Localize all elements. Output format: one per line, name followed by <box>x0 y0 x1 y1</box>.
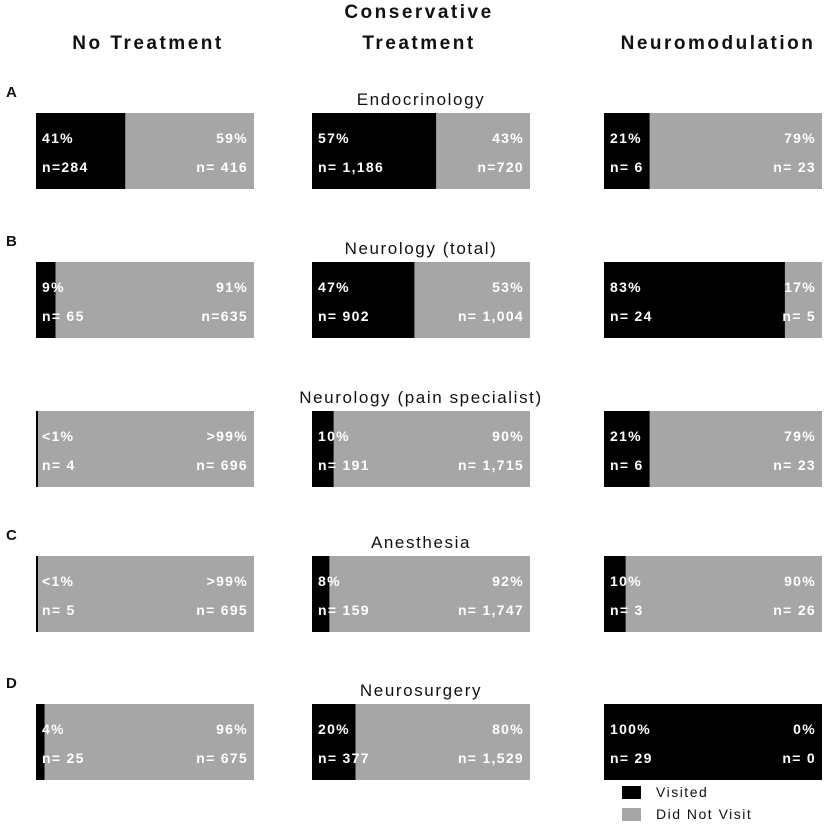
label-not-n-r0-c0: n= 416 <box>196 159 248 175</box>
label-visited-pct-r1-c2: 83% <box>610 279 642 295</box>
bar-not-visited-r0-c0 <box>125 113 254 189</box>
label-visited-pct-r4-c0: 4% <box>42 721 65 737</box>
label-not-n-r1-c2: n= 5 <box>782 308 816 324</box>
label-not-n-r2-c0: n= 696 <box>196 457 248 473</box>
bar-visited-r0-c1 <box>312 113 436 189</box>
label-visited-n-r4-c0: n= 25 <box>42 750 85 766</box>
legend-swatch-did_not_visit <box>622 808 641 821</box>
label-not-pct-r2-c0: >99% <box>206 428 248 444</box>
label-not-pct-r2-c1: 90% <box>492 428 524 444</box>
bar-not-visited-r2-c0 <box>38 411 254 487</box>
bar-visited-r2-c0 <box>36 411 38 487</box>
label-not-n-r1-c0: n=635 <box>201 308 248 324</box>
bar-visited-r3-c2 <box>604 556 626 632</box>
label-visited-pct-r3-c1: 8% <box>318 573 341 589</box>
label-not-pct-r4-c2: 0% <box>793 721 816 737</box>
label-visited-n-r2-c1: n= 191 <box>318 457 370 473</box>
label-not-pct-r1-c2: 17% <box>784 279 816 295</box>
label-not-n-r4-c2: n= 0 <box>782 750 816 766</box>
label-not-pct-r0-c2: 79% <box>784 130 816 146</box>
label-not-n-r0-c2: n= 23 <box>773 159 816 175</box>
panel-letter-b: B <box>6 233 17 250</box>
bar-not-visited-r0-c1 <box>436 113 530 189</box>
row-title-4: Neurosurgery <box>359 681 483 700</box>
label-visited-n-r1-c2: n= 24 <box>610 308 653 324</box>
column-header-0-line-0: No Treatment <box>72 33 224 54</box>
column-header-1-line-0: Conservative <box>344 2 494 23</box>
column-header-1-line-1: Treatment <box>362 33 476 54</box>
row-title-3: Anesthesia <box>370 533 472 552</box>
label-not-pct-r1-c1: 53% <box>492 279 524 295</box>
label-not-pct-r3-c0: >99% <box>206 573 248 589</box>
bar-visited-r4-c0 <box>36 704 45 780</box>
legend-swatch-visited <box>622 786 641 799</box>
bar-visited-r2-c2 <box>604 411 650 487</box>
panel-letter-c: C <box>6 527 17 544</box>
label-not-pct-r2-c2: 79% <box>784 428 816 444</box>
bar-visited-r0-c0 <box>36 113 125 189</box>
bar-visited-r4-c1 <box>312 704 356 780</box>
column-header-2-line-0: Neuromodulation <box>620 33 816 54</box>
label-visited-n-r0-c0: n=284 <box>42 159 89 175</box>
label-not-n-r3-c1: n= 1,747 <box>457 602 524 618</box>
label-not-n-r4-c1: n= 1,529 <box>457 750 524 766</box>
label-not-pct-r1-c0: 91% <box>216 279 248 295</box>
label-visited-pct-r4-c1: 20% <box>318 721 350 737</box>
bar-not-visited-r0-c2 <box>650 113 822 189</box>
label-not-pct-r3-c1: 92% <box>492 573 524 589</box>
label-visited-n-r1-c1: n= 902 <box>318 308 370 324</box>
label-not-n-r1-c1: n= 1,004 <box>457 308 524 324</box>
label-not-pct-r0-c1: 43% <box>492 130 524 146</box>
row-title-0: Endocrinology <box>356 90 486 109</box>
legend-label-visited: Visited <box>656 784 709 800</box>
bar-not-visited-r3-c0 <box>38 556 254 632</box>
bar-not-visited-r1-c2 <box>785 262 822 338</box>
label-visited-pct-r0-c1: 57% <box>318 130 350 146</box>
label-visited-pct-r2-c2: 21% <box>610 428 642 444</box>
label-visited-pct-r0-c2: 21% <box>610 130 642 146</box>
bar-visited-r0-c2 <box>604 113 650 189</box>
label-visited-pct-r1-c0: 9% <box>42 279 65 295</box>
bar-not-visited-r4-c0 <box>45 704 254 780</box>
label-not-n-r4-c0: n= 675 <box>196 750 248 766</box>
bar-visited-r1-c0 <box>36 262 56 338</box>
label-not-n-r2-c1: n= 1,715 <box>457 457 524 473</box>
label-not-pct-r3-c2: 90% <box>784 573 816 589</box>
legend-label-did_not_visit: Did Not Visit <box>656 806 753 822</box>
label-visited-pct-r4-c2: 100% <box>610 721 652 737</box>
label-not-n-r3-c2: n= 26 <box>773 602 816 618</box>
label-visited-n-r3-c0: n= 5 <box>42 602 76 618</box>
label-visited-n-r2-c2: n= 6 <box>610 457 644 473</box>
row-title-1: Neurology (total) <box>344 239 498 258</box>
bar-visited-r1-c1 <box>312 262 414 338</box>
bar-visited-r3-c1 <box>312 556 329 632</box>
bar-not-visited-r3-c2 <box>626 556 822 632</box>
label-visited-pct-r2-c0: <1% <box>42 428 75 444</box>
label-visited-n-r4-c1: n= 377 <box>318 750 370 766</box>
bar-not-visited-r4-c1 <box>356 704 530 780</box>
bar-not-visited-r2-c1 <box>334 411 530 487</box>
label-not-n-r2-c2: n= 23 <box>773 457 816 473</box>
label-visited-pct-r3-c2: 10% <box>610 573 642 589</box>
bar-not-visited-r3-c1 <box>329 556 530 632</box>
bar-not-visited-r1-c1 <box>414 262 530 338</box>
label-visited-n-r2-c0: n= 4 <box>42 457 76 473</box>
bar-visited-r3-c0 <box>36 556 38 632</box>
label-visited-n-r4-c2: n= 29 <box>610 750 653 766</box>
row-title-2: Neurology (pain specialist) <box>299 388 543 407</box>
bar-not-visited-r1-c0 <box>56 262 254 338</box>
label-not-n-r0-c1: n=720 <box>477 159 524 175</box>
label-visited-n-r3-c2: n= 3 <box>610 602 644 618</box>
label-visited-n-r0-c2: n= 6 <box>610 159 644 175</box>
label-visited-n-r3-c1: n= 159 <box>318 602 370 618</box>
bar-visited-r2-c1 <box>312 411 334 487</box>
label-visited-pct-r3-c0: <1% <box>42 573 75 589</box>
label-visited-pct-r1-c1: 47% <box>318 279 350 295</box>
label-visited-n-r1-c0: n= 65 <box>42 308 85 324</box>
label-not-n-r3-c0: n= 695 <box>196 602 248 618</box>
bar-visited-r1-c2 <box>604 262 785 338</box>
panel-letter-a: A <box>6 84 17 101</box>
panel-letter-d: D <box>6 675 17 692</box>
label-not-pct-r4-c1: 80% <box>492 721 524 737</box>
label-visited-n-r0-c1: n= 1,186 <box>318 159 385 175</box>
bar-not-visited-r2-c2 <box>650 411 822 487</box>
label-not-pct-r4-c0: 96% <box>216 721 248 737</box>
label-visited-pct-r0-c0: 41% <box>42 130 74 146</box>
label-visited-pct-r2-c1: 10% <box>318 428 350 444</box>
bar-visited-r4-c2 <box>604 704 822 780</box>
label-not-pct-r0-c0: 59% <box>216 130 248 146</box>
